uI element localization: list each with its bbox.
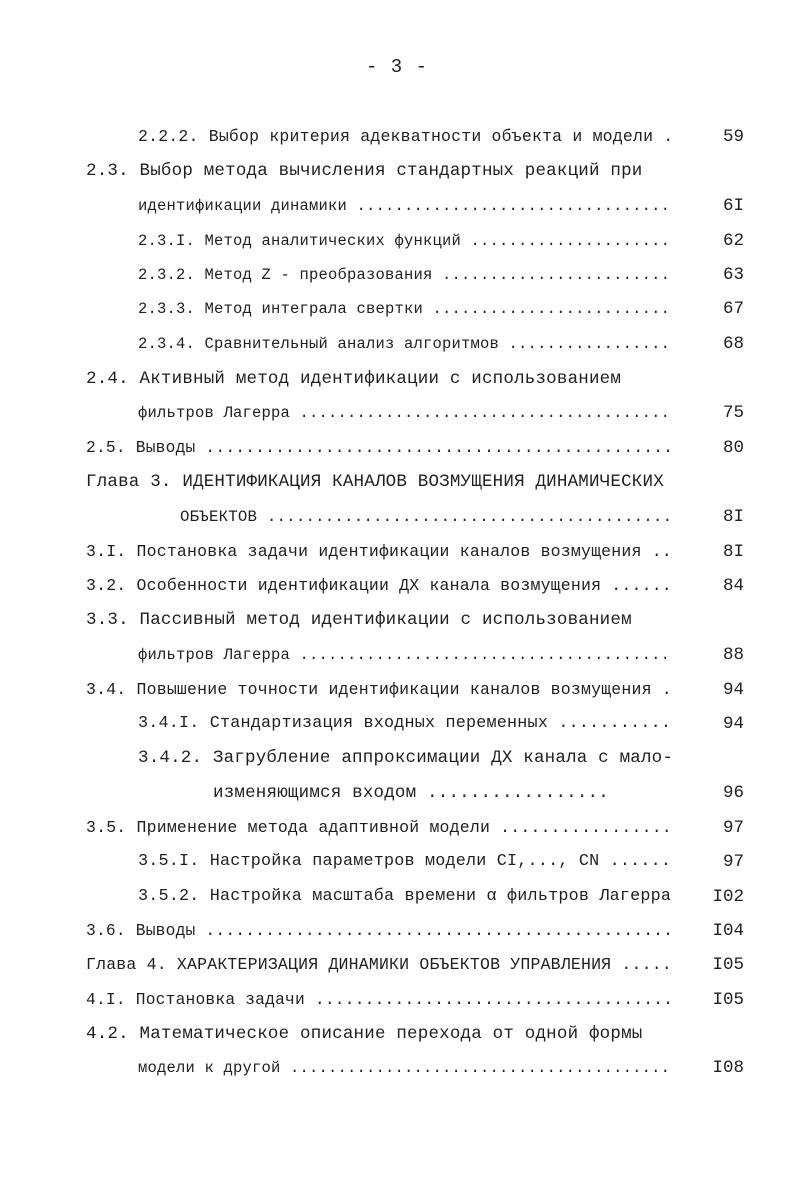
toc-entry-page: 84: [722, 576, 744, 596]
toc-entry-text-cont: фильтров Лагерра .......................................: [138, 646, 671, 664]
toc-entry-text: 2.3.I. Метод аналитических функций .....................: [138, 232, 671, 250]
toc-entry-page: I05: [712, 990, 744, 1010]
toc-entry-page: 68: [722, 334, 744, 354]
toc-entry-text-cont: модели к другой ........................................: [138, 1059, 671, 1077]
toc-entry-text: 3.5.2. Настройка масштаба времени α фильтров Лагерра: [138, 887, 672, 906]
toc-entry-text: 2.2.2. Выбор критерия адекватности объекта и модели .: [138, 127, 674, 146]
toc-entry-text: 2.3.2. Метод Z - преобразования ........................: [138, 266, 671, 284]
toc-entry-text: 3.3. Пассивный метод идентификации с использованием: [86, 610, 632, 630]
toc-entry-text: Глава 4. ХАРАКТЕРИЗАЦИЯ ДИНАМИКИ ОБЪЕКТОВ УПРАВЛЕНИЯ .....: [86, 955, 672, 974]
toc-entry-page: 80: [722, 438, 744, 458]
toc-entry-text: 3.5. Применение метода адаптивной модели .................: [86, 818, 672, 837]
toc-entry-page: 75: [722, 403, 744, 423]
toc-entry-page: 8I: [722, 507, 744, 527]
toc-entry-page: 94: [722, 680, 744, 700]
toc-entry-text: 4.I. Постановка задачи ....................................: [86, 990, 674, 1009]
page-number: - 3 -: [365, 56, 428, 78]
toc-entry-text: 2.3. Выбор метода вычисления стандартных реакций при: [86, 161, 643, 181]
toc-entry-text: 3.6. Выводы ...............................................: [86, 921, 674, 940]
toc-entry-text: 3.4.I. Стандартизация входных переменных ...........: [138, 714, 672, 733]
toc-entry-page: 59: [722, 127, 744, 147]
toc-entry-page: 88: [722, 645, 744, 665]
toc-entry-text-cont: идентификации динамики .................................: [138, 197, 671, 215]
toc-entry-page: I08: [712, 1058, 744, 1078]
toc-entry-text: 3.4. Повышение точности идентификации каналов возмущения .: [86, 680, 672, 699]
toc-entry-text: 2.3.4. Сравнительный анализ алгоритмов .................: [138, 335, 671, 353]
toc-entry-page: 94: [722, 714, 744, 734]
toc-entry-text: 3.4.2. Загрубление аппроксимации ДХ канала с мало-: [138, 748, 674, 768]
toc-entry-text: 3.I. Постановка задачи идентификации каналов возмущения ..: [86, 542, 672, 561]
toc-entry-text: 2.3.3. Метод интеграла свертки .........................: [138, 300, 671, 318]
toc-entry-page: I05: [712, 955, 744, 975]
toc-entry-page: 62: [722, 231, 744, 251]
toc-entry-page: 8I: [722, 542, 744, 562]
toc-entry-text-cont: изменяющимся входом .................: [213, 783, 609, 803]
toc-entry-page: 97: [722, 818, 744, 838]
toc-entry-text-cont: фильтров Лагерра .......................................: [138, 404, 671, 422]
toc-entry-text: 4.2. Математическое описание перехода от одной формы: [86, 1024, 643, 1044]
toc-entry-page: 97: [722, 852, 744, 872]
toc-entry-text: 3.5.I. Настройка параметров модели CI,..., CN ......: [138, 852, 672, 871]
toc-entry-text: 2.5. Выводы ...............................................: [86, 438, 674, 457]
toc-entry-page: I02: [712, 887, 744, 907]
toc-entry-text-cont: ОБЪЕКТОВ ..........................................: [180, 508, 673, 526]
toc-entry-text: 3.2. Особенности идентификации ДХ канала возмущения ......: [86, 576, 672, 595]
toc-entry-page: 6I: [722, 196, 744, 216]
toc-entry-page: 63: [722, 265, 744, 285]
toc-entry-page: 67: [722, 299, 744, 319]
toc-entry-text: Глава 3. ИДЕНТИФИКАЦИЯ КАНАЛОВ ВОЗМУЩЕНИЯ ДИНАМИЧЕСКИХ: [86, 472, 664, 492]
toc-entry-text: 2.4. Активный метод идентификации с использованием: [86, 369, 622, 389]
toc-entry-page: 96: [722, 783, 744, 803]
toc-entry-page: I04: [712, 921, 744, 941]
